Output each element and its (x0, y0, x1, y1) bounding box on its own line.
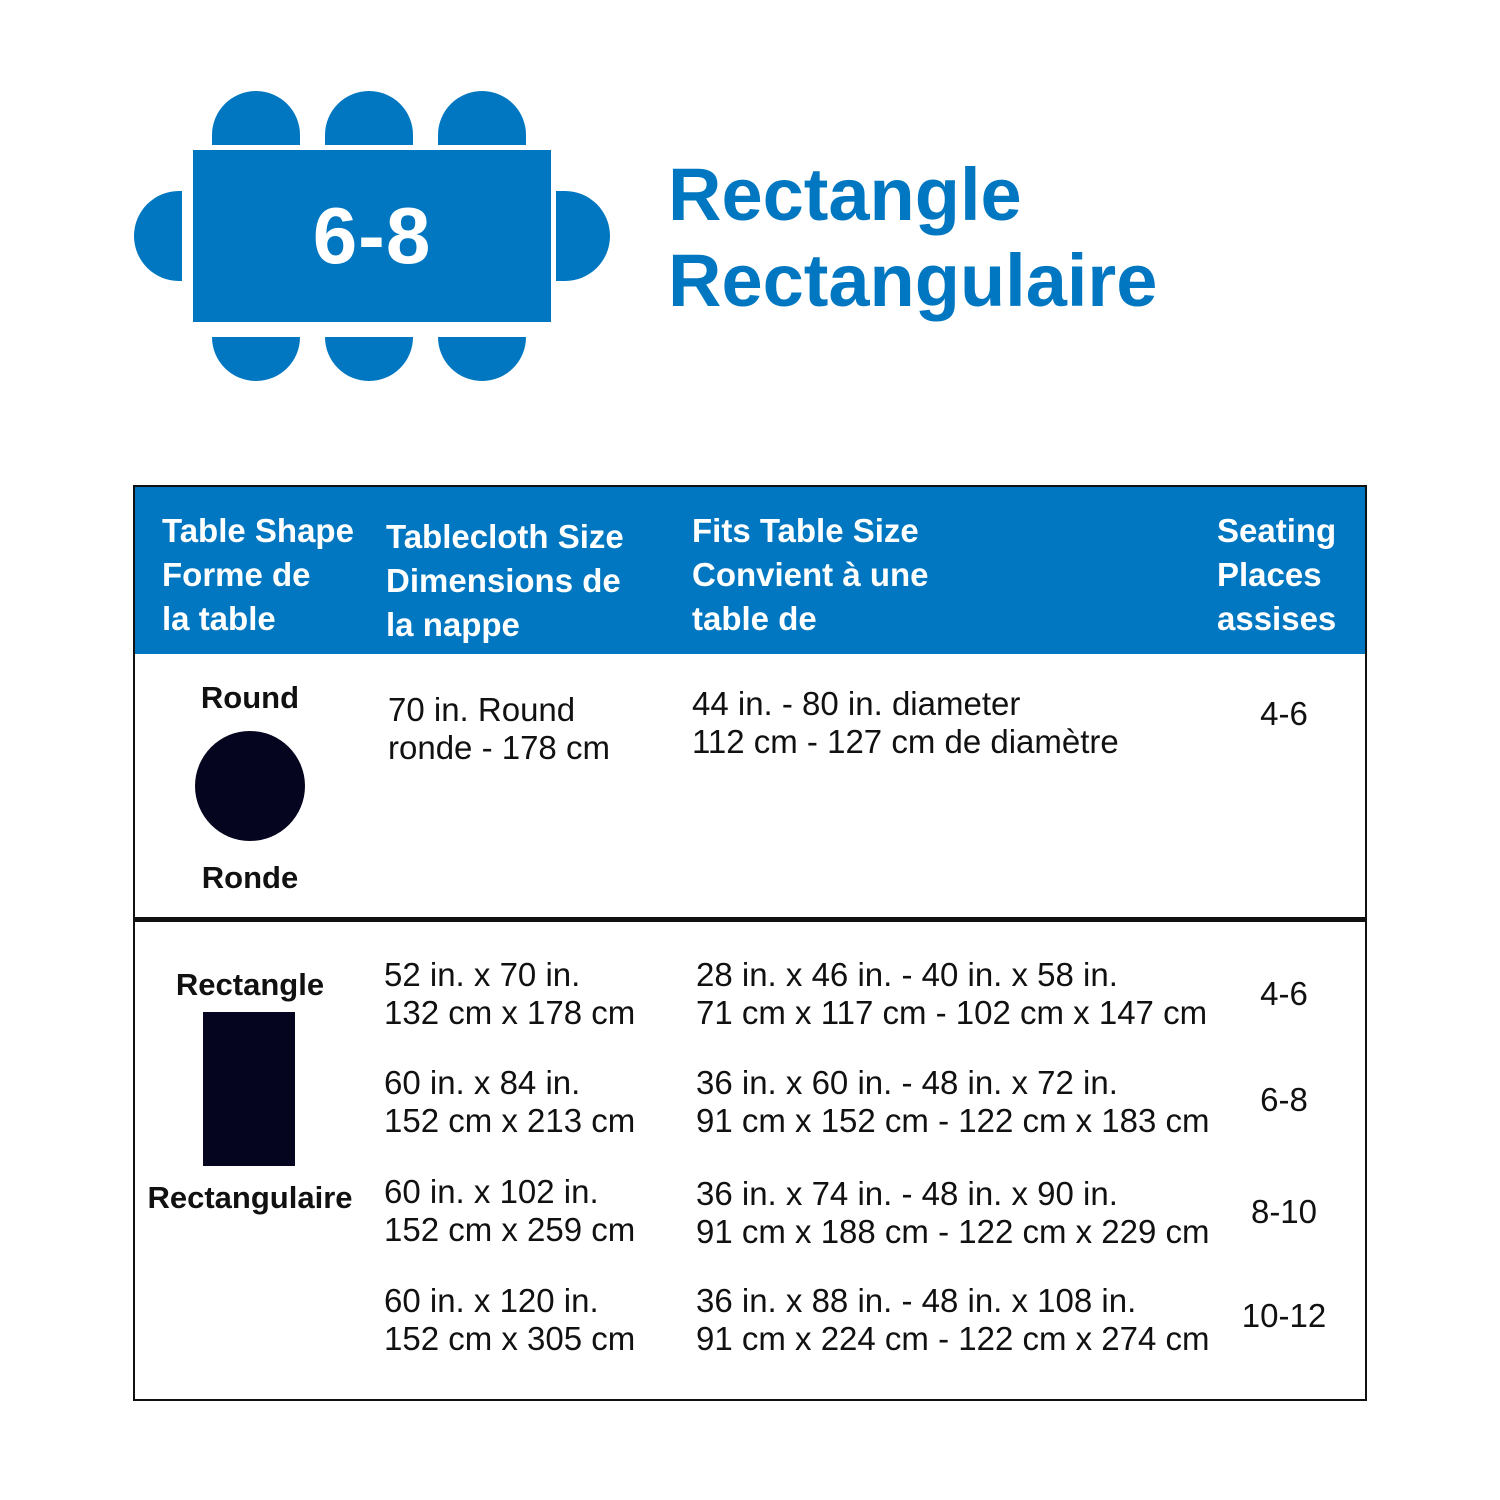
size-line: 60 in. x 102 in. (384, 1173, 599, 1210)
table-row (696, 1175, 1210, 1251)
page-title (668, 152, 1157, 324)
rectangulaire-label: Rectangulaire (147, 1180, 353, 1215)
header-line: la nappe (386, 606, 520, 643)
round-seating: 4-6 (1260, 695, 1308, 732)
fits-line: 44 in. - 80 in. diameter (692, 685, 1021, 722)
size-line: ronde - 178 cm (388, 729, 610, 766)
fits-line: 71 cm x 117 cm - 102 cm x 147 cm (696, 994, 1208, 1031)
sizing-table (133, 485, 1367, 1401)
fits-line: 28 in. x 46 in. - 40 in. x 58 in. (696, 956, 1118, 993)
table-row (696, 1282, 1210, 1358)
table-row (384, 956, 635, 1032)
fits-line: 112 cm - 127 cm de diamètre (692, 723, 1119, 760)
size-line: 152 cm x 213 cm (384, 1102, 636, 1139)
header-line: table de (692, 600, 817, 637)
fits-line: 36 in. x 60 in. - 48 in. x 72 in. (696, 1064, 1118, 1101)
size-line: 152 cm x 305 cm (384, 1320, 636, 1357)
rectangle-label: Rectangle (175, 967, 325, 1002)
size-line: 60 in. x 120 in. (384, 1282, 599, 1319)
round-shape-icon (193, 729, 307, 843)
title-english: Rectangle (668, 153, 1022, 236)
header-line: la table (162, 600, 276, 637)
section-divider (135, 917, 1365, 922)
seating-value: 8-10 (1250, 1193, 1318, 1230)
header-fits-table-size (692, 509, 929, 641)
round-fits-size (692, 685, 1119, 761)
fits-line: 91 cm x 224 cm - 122 cm x 274 cm (696, 1320, 1210, 1357)
size-line: 52 in. x 70 in. (384, 956, 581, 993)
fits-line: 36 in. x 88 in. - 48 in. x 108 in. (696, 1282, 1137, 1319)
fits-line: 91 cm x 188 cm - 122 cm x 229 cm (696, 1213, 1210, 1250)
ronde-label: Ronde (201, 860, 299, 895)
header-line: Dimensions de (386, 562, 621, 599)
size-line: 70 in. Round (388, 691, 576, 728)
round-tablecloth-size (388, 691, 610, 767)
size-line: 60 in. x 84 in. (384, 1064, 581, 1101)
header-line: assises (1217, 600, 1337, 637)
table-row (384, 1064, 635, 1140)
header-line: Fits Table Size (692, 512, 919, 549)
fits-line: 91 cm x 152 cm - 122 cm x 183 cm (696, 1102, 1210, 1139)
table-header (135, 487, 1365, 654)
table-row (696, 956, 1207, 1032)
size-line: 132 cm x 178 cm (384, 994, 636, 1031)
fits-line: 36 in. x 74 in. - 48 in. x 90 in. (696, 1175, 1118, 1212)
rectangle-shape-icon (203, 1012, 297, 1166)
title-french: Rectangulaire (668, 239, 1158, 322)
round-label: Round (200, 680, 300, 715)
header-line: Places (1217, 556, 1322, 593)
seating-value: 6-8 (1260, 1081, 1308, 1118)
header-line: Convient à une (692, 556, 929, 593)
header-line: Tablecloth Size (386, 518, 624, 555)
header-table-shape (162, 509, 354, 641)
header-seating (1217, 509, 1336, 641)
header-line: Table Shape (162, 512, 354, 549)
header-line: Forme de (162, 556, 311, 593)
table-row (384, 1173, 635, 1249)
table-row (696, 1064, 1210, 1140)
seat-count-label: 6-8 (312, 191, 432, 280)
header-tablecloth-size (386, 515, 624, 647)
table-row (384, 1282, 635, 1358)
seating-value: 10-12 (1241, 1297, 1327, 1334)
size-line: 152 cm x 259 cm (384, 1211, 636, 1248)
seating-value: 4-6 (1260, 975, 1308, 1012)
header-line: Seating (1217, 512, 1337, 549)
